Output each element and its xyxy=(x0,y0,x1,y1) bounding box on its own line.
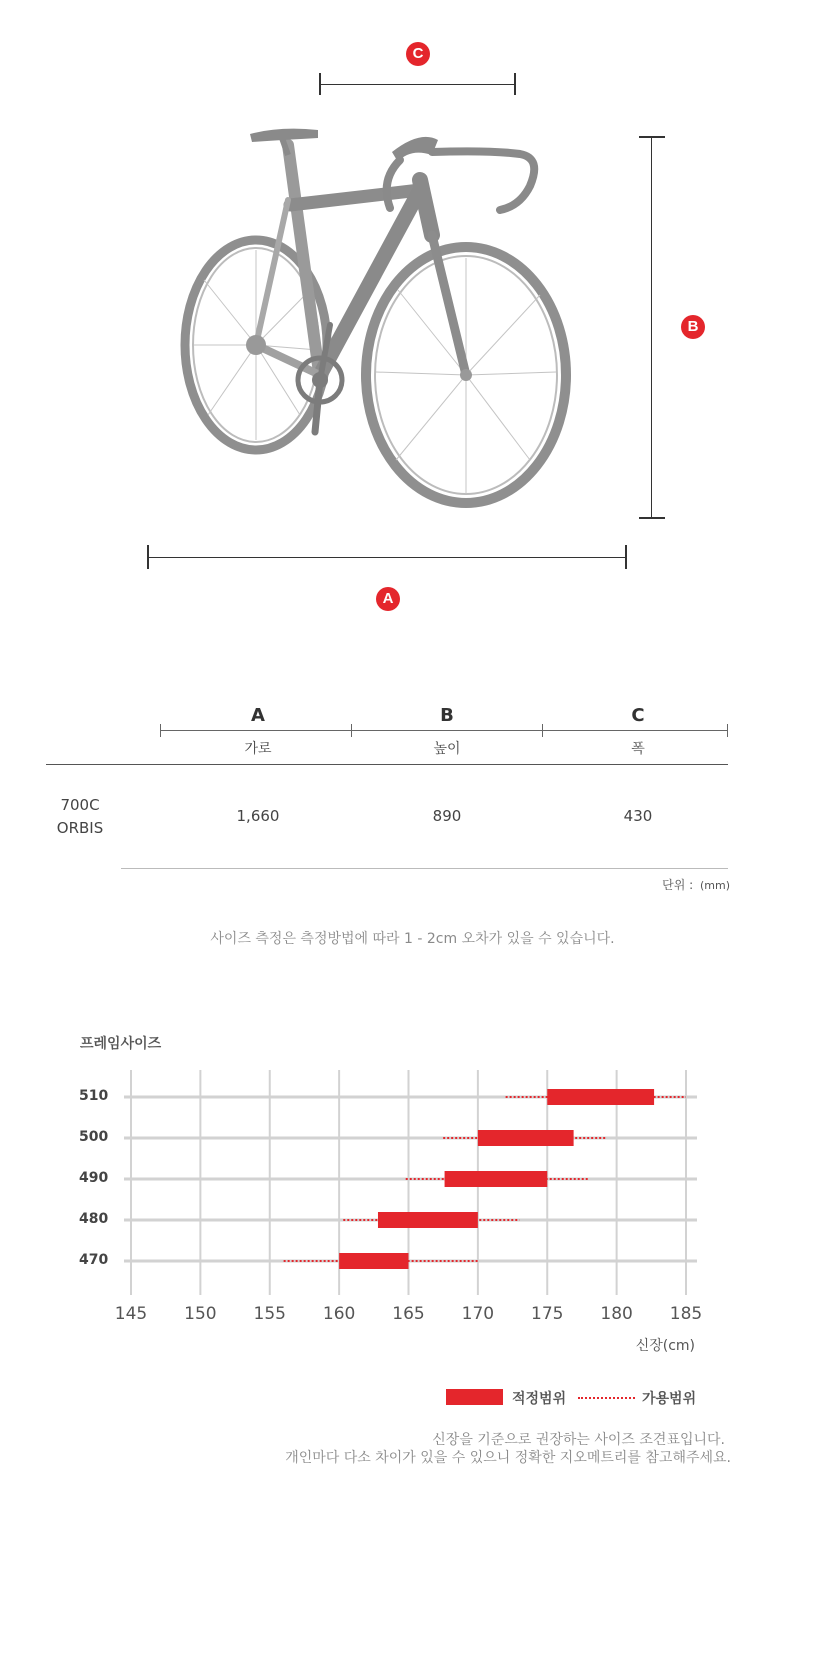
chart-y-tick-label: 480 xyxy=(79,1211,109,1227)
header-bottom-rule xyxy=(46,764,728,765)
header-bracket-tick xyxy=(160,724,161,737)
dimension-badge-a: A xyxy=(376,587,400,611)
chart-x-tick-label: 150 xyxy=(184,1304,217,1324)
model-name-line2: ORBIS xyxy=(56,819,104,837)
column-label-depth: 폭 xyxy=(631,741,645,757)
chart-x-axis-label: 신장(cm) xyxy=(635,1338,695,1354)
dimension-tick xyxy=(319,73,321,95)
chart-y-tick-label: 500 xyxy=(79,1129,109,1145)
table-bottom-rule xyxy=(121,868,728,869)
chart-title: 프레임사이즈 xyxy=(80,1036,162,1052)
legend-swatch-proper xyxy=(446,1389,503,1405)
unit-value: (mm) xyxy=(699,879,730,892)
bicycle-image xyxy=(170,110,610,520)
column-header-b: B xyxy=(440,705,454,726)
chart-x-tick-label: 170 xyxy=(461,1304,495,1324)
chart-x-tick-label: 165 xyxy=(392,1304,425,1324)
measurement-note: 사이즈 측정은 측정방법에 따라 1 - 2cm 오차가 있을 수 있습니다. xyxy=(210,931,615,947)
dimension-badge-c: C xyxy=(406,42,430,66)
dimension-badge-b: B xyxy=(681,315,705,339)
header-bracket-tick xyxy=(727,724,728,737)
column-label-width: 가로 xyxy=(244,741,272,757)
header-bracket-line xyxy=(160,730,728,731)
dimension-tick xyxy=(147,545,149,569)
chart-x-tick-label: 145 xyxy=(114,1304,148,1324)
legend-label-usable: 가용범위 xyxy=(642,1391,697,1407)
dimension-tick xyxy=(625,545,627,569)
chart-plot xyxy=(0,1060,825,1310)
chart-proper-bar xyxy=(478,1130,574,1146)
footnote-line1: 신장을 기준으로 권장하는 사이즈 조견표입니다. xyxy=(432,1432,725,1448)
dimension-line-c xyxy=(320,84,515,85)
chart-x-tick-label: 155 xyxy=(253,1304,286,1324)
dimension-line-b xyxy=(651,137,652,518)
value-depth: 430 xyxy=(623,807,653,825)
footnote-line2: 개인마다 다소 차이가 있을 수 있으니 정확한 지오메트리를 참고해주세요. xyxy=(285,1450,731,1466)
column-header-c: C xyxy=(631,705,645,726)
chart-x-tick-label: 180 xyxy=(600,1304,633,1324)
chart-proper-bar xyxy=(547,1089,654,1105)
header-bracket-tick xyxy=(351,724,352,737)
chart-y-tick-label: 470 xyxy=(79,1252,109,1268)
chart-y-tick-label: 490 xyxy=(79,1170,109,1186)
unit-text: 단위 : xyxy=(662,878,694,892)
chart-x-tick-label: 185 xyxy=(669,1304,703,1324)
chart-proper-bar xyxy=(339,1253,408,1269)
header-bracket-tick xyxy=(542,724,543,737)
column-header-a: A xyxy=(251,705,265,726)
legend-label-proper: 적정범위 xyxy=(512,1391,567,1407)
value-width: 1,660 xyxy=(236,807,280,825)
dimension-tick xyxy=(639,517,665,519)
legend-swatch-usable xyxy=(578,1397,635,1399)
dimension-tick xyxy=(639,136,665,138)
chart-x-tick-label: 160 xyxy=(322,1304,356,1324)
chart-proper-bar xyxy=(445,1171,548,1187)
dimension-line-a xyxy=(148,557,626,558)
dimension-tick xyxy=(514,73,516,95)
chart-proper-bar xyxy=(378,1212,478,1228)
unit-label xyxy=(600,876,730,893)
chart-x-tick-label: 175 xyxy=(531,1304,564,1324)
column-label-height: 높이 xyxy=(433,741,461,757)
chart-y-tick-label: 510 xyxy=(79,1088,109,1104)
value-height: 890 xyxy=(432,807,462,825)
model-name-line1: 700C xyxy=(60,796,100,814)
